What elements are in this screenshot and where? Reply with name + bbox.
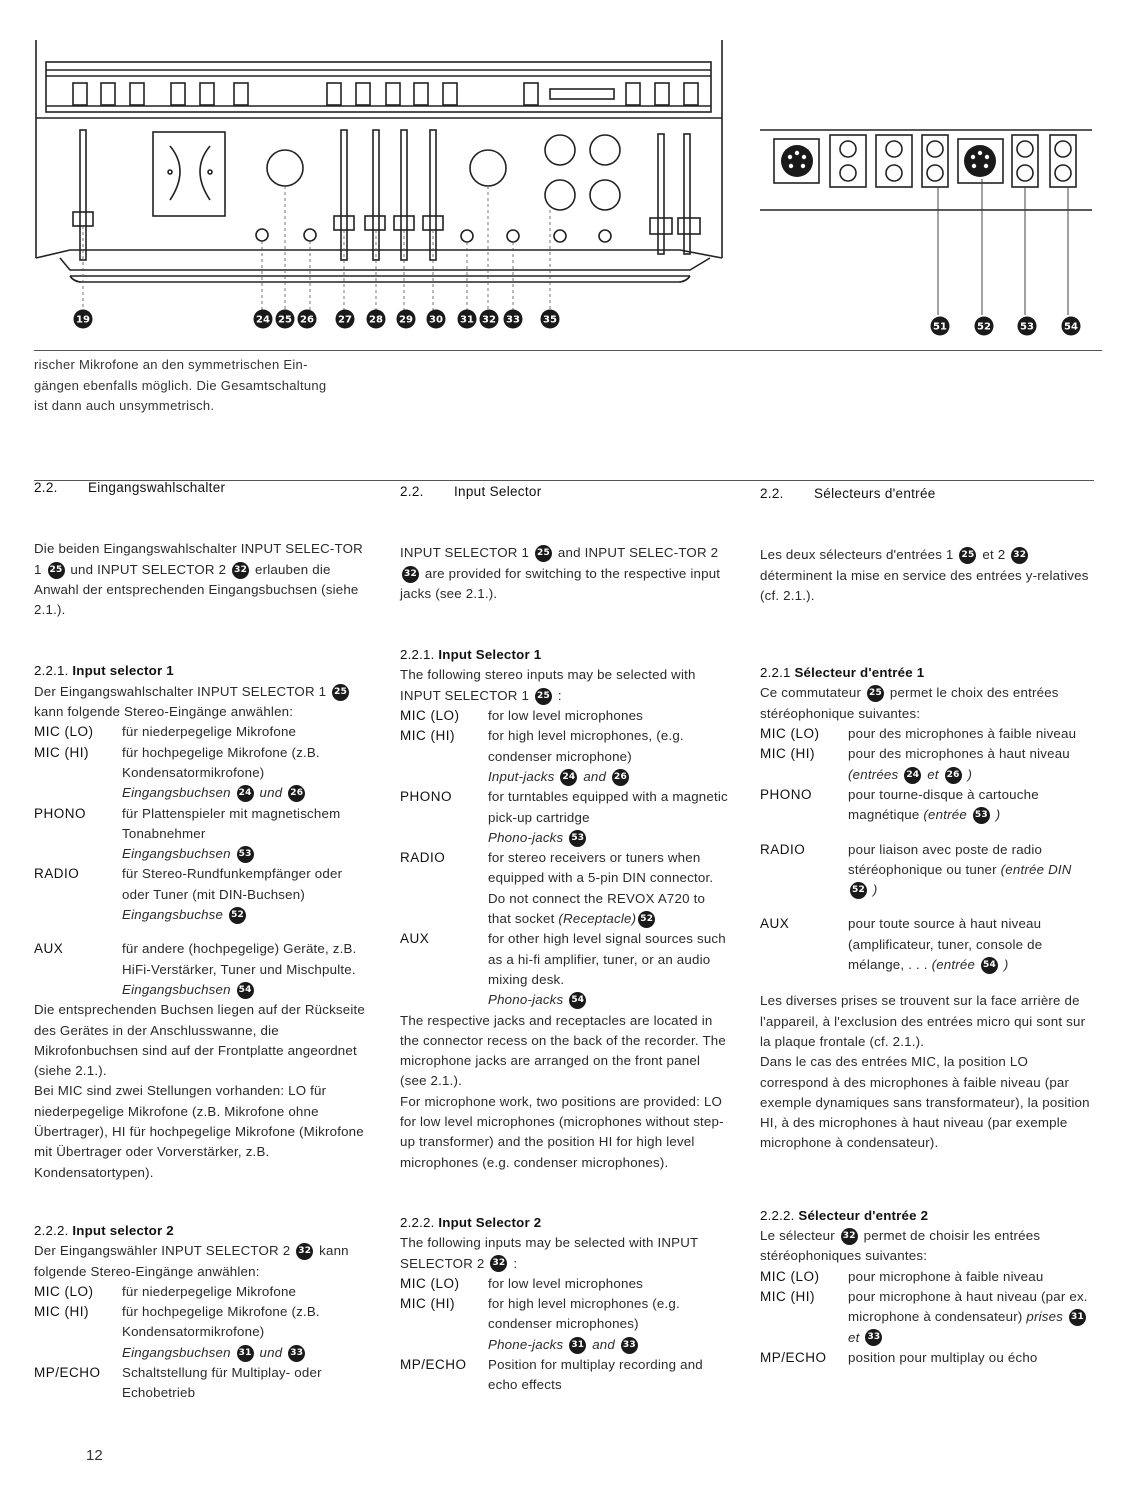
callout-label-54: 54	[1064, 321, 1078, 333]
intro-line: rischer Mikrofone an den symmetrischen Ein-	[34, 357, 308, 372]
callout-label-33: 33	[506, 314, 520, 326]
subsection-heading: 2.2.1. Input selector 1	[34, 663, 174, 679]
subsection-intro: The following stereo inputs may be selected with INPUT SELECTOR 1 25 :	[400, 667, 696, 703]
callout-badge: 24	[560, 769, 577, 786]
callout-badge: 52	[638, 911, 655, 928]
rear-panel-figure	[760, 125, 1100, 345]
callout-badge: 33	[288, 1345, 305, 1362]
callout-badge: 32	[232, 562, 249, 579]
callout-label-31: 31	[460, 314, 474, 326]
paragraph: For microphone work, two positions are provided: LO for low level microphones (microphones without step-up transformer) and the position HI for high level microphones (e.g. condenser microphones).	[400, 1093, 724, 1170]
page-number: 12	[86, 1447, 103, 1464]
input-table: MIC (LO) for low level microphones MIC (HI) for high level microphones (e.g. condenser microphones) Phone-jacks 31 and 33 MP/ECHO Position for multiplay recording and echo effects	[400, 1275, 703, 1393]
callout-badge: 32	[841, 1228, 858, 1245]
subsection-heading: 2.2.1. Input Selector 1	[400, 647, 542, 663]
input-table: MIC (LO) for low level microphones MIC (HI) for high level microphones, (e.g. condenser microphone) Input-jacks 24 and 26 PHONO for turntables equipped with a magnetic pick-up cartridge Phono-jacks 53 RADIO for stereo receivers or tuners when equipped with a 5-pin DIN connector. Do not connect the REVOX A720 to that socket (Receptacle) 52 AUX for other high level signal sources such as a hi-fi amplifier, tuner, or an audio mixing desk. Phono-jacks 54	[400, 708, 728, 1008]
callout-badge: 31	[237, 1345, 254, 1362]
callout-badge: 26	[288, 785, 305, 802]
callout-label-29: 29	[399, 314, 413, 326]
intro-continuation	[34, 355, 374, 417]
callout-badge: 25	[48, 562, 65, 579]
callout-badge: 26	[612, 769, 629, 786]
callout-label-32: 32	[482, 314, 496, 326]
callout-label-35: 35	[543, 314, 557, 326]
callout-label-26: 26	[300, 314, 314, 326]
callout-label-52: 52	[977, 321, 991, 333]
callout-badge: 33	[621, 1337, 638, 1354]
paragraph: Bei MIC sind zwei Stellungen vorhanden: LO für niederpegelige Mikrofone (z.B. Mikrofone ohne Übertrager), HI für hochpegelige Mikrofone (Mikrofone mit Übertrager oder Vorverstärker, z.B. Kondensatortypen).	[34, 1083, 364, 1180]
callout-label-24: 24	[256, 314, 270, 326]
intro-line: gängen ebenfalls möglich. Die Gesamtschaltung	[34, 377, 327, 393]
callout-badge: 52	[850, 882, 867, 899]
callout-badge: 25	[535, 688, 552, 705]
callout-badge: 33	[865, 1329, 882, 1346]
section-intro: Les deux sélecteurs d'entrées 1 25 et 2 32 déterminent la mise en service des entrées y-relatives (cf. 2.1.).	[760, 547, 1089, 603]
section-intro: INPUT SELECTOR 1 25 and INPUT SELEC-TOR 2 32 are provided for switching to the respective input jacks (see 2.1.).	[400, 545, 721, 601]
english-column	[400, 482, 730, 1396]
callout-badge: 31	[1069, 1309, 1086, 1326]
paragraph: Die entsprechenden Buchsen liegen auf der Rückseite des Gerätes in der Anschlusswanne, die Mikrofonbuchsen sind auf der Frontplatte angeordnet (siehe 2.1.).	[34, 1002, 366, 1079]
callout-label-25: 25	[278, 314, 292, 326]
section-heading: 2.2. Sélecteurs d'entrée	[760, 486, 936, 501]
subsection-intro: Ce commutateur 25 permet le choix des entrées stéréophonique suivantes:	[760, 685, 1059, 721]
callout-badge: 25	[332, 684, 349, 701]
section-heading: 2.2. Eingangswahlschalter	[34, 480, 226, 495]
front-panel-figure	[30, 40, 730, 340]
callout-badge: 53	[237, 846, 254, 863]
callout-label-27: 27	[338, 314, 352, 326]
callout-label-53: 53	[1020, 321, 1034, 333]
input-table: MIC (LO) pour des microphones à faible niveau MIC (HI) pour des microphones à haut niveau (entrées 24 et 26 ) PHONO pour tourne-disque à cartouche magnétique (entrée 53 ) RADIO pour liaison avec poste de radio stéréophonique ou tuner (entrée DIN 52 ) AUX pour toute source à haut niveau (amplificateur, tuner, console de mélange, . . . (entrée 54 )	[760, 726, 1077, 973]
subsection-intro: Le sélecteur 32 permet de choisir les entrées stéréophoniques suivantes:	[760, 1228, 1041, 1264]
subsection-intro: The following inputs may be selected with INPUT SELECTOR 2 32 :	[400, 1235, 699, 1271]
callout-label-28: 28	[369, 314, 383, 326]
callout-badge: 24	[237, 785, 254, 802]
callout-badge: 25	[959, 547, 976, 564]
callout-badge: 24	[904, 767, 921, 784]
callout-badge: 53	[569, 830, 586, 847]
callout-badge: 54	[237, 982, 254, 999]
input-table: MIC (LO) pour microphone à faible niveau MIC (HI) pour microphone à haut niveau (par ex. microphone à condensateur) prises 31 et 33 MP/ECHO position pour multiplay ou écho	[760, 1268, 1088, 1365]
subsection-heading: 2.2.2. Sélecteur d'entrée 2	[760, 1207, 929, 1223]
french-column	[760, 484, 1095, 1368]
callout-badge: 32	[490, 1255, 507, 1272]
callout-label-51: 51	[933, 321, 947, 333]
callout-badge: 32	[1011, 547, 1028, 564]
figure-rule	[34, 350, 1102, 351]
input-table: MIC (LO) für niederpegelige Mikrofone MIC (HI) für hochpegelige Mikrofone (z.B. Kondensatormikrofone) Eingangsbuchsen 24 und 26 PHONO für Plattenspieler mit magnetischem Tonabnehmer Eingangsbuchsen 53 RADIO für Stereo-Rundfunkempfänger oder oder Tuner (mit DIN-Buchsen) Eingangsbuchse 52 AUX für andere (hochpegelige) Geräte, z.B. HiFi-Verstärker, Tuner und Mischpulte. Eingangsbuchsen 54	[34, 724, 357, 997]
subsection-heading: 2.2.1 Sélecteur d'entrée 1	[760, 665, 925, 681]
callout-badge: 25	[867, 685, 884, 702]
subsection-heading: 2.2.2. Input Selector 2	[400, 1214, 542, 1230]
section-intro: Die beiden Eingangswahlschalter INPUT SELEC-TOR 1 25 und INPUT SELECTOR 2 32 erlauben die Anwahl der entsprechenden Eingangsbuchsen (siehe 2.1.).	[34, 541, 363, 618]
callout-badge: 31	[569, 1337, 586, 1354]
callout-badge: 54	[569, 992, 586, 1009]
paragraph: Dans le cas des entrées MIC, la position LO correspond à des microphones à faible niveau (par exemple dynamiques sans transformateur), la position HI, à des microphones à haut niveau (par exemple microphone à condensateur).	[760, 1054, 1090, 1151]
callout-badge: 32	[402, 566, 419, 583]
intro-line: ist dann auch unsymmetrisch.	[34, 398, 215, 413]
paragraph: Les diverses prises se trouvent sur la face arrière de l'appareil, à l'exclusion des entrées micro qui sont sur la plaque frontale (cf. 2.1.).	[760, 993, 1086, 1049]
callout-badge: 25	[535, 545, 552, 562]
subsection-intro: Der Eingangswähler INPUT SELECTOR 2 32 kann folgende Stereo-Eingänge anwählen:	[34, 1243, 349, 1279]
german-column	[34, 478, 369, 1404]
callout-badge: 32	[296, 1243, 313, 1260]
callout-badge: 52	[229, 907, 246, 924]
subsection-heading: 2.2.2. Input selector 2	[34, 1222, 174, 1238]
callout-badge: 53	[973, 807, 990, 824]
input-table: MIC (LO) für niederpegelige Mikrofone MIC (HI) für hochpegelige Mikrofone (z.B. Kondensatormikrofone) Eingangsbuchsen 31 und 33 MP/ECHO Schaltstellung für Multiplay- oder Echobetrieb	[34, 1283, 322, 1401]
subsection-intro: Der Eingangswahlschalter INPUT SELECTOR 1 25 kann folgende Stereo-Eingänge anwählen:	[34, 682, 369, 723]
callout-label-19: 19	[76, 314, 90, 326]
callout-badge: 26	[945, 767, 962, 784]
callout-label-30: 30	[429, 314, 443, 326]
section-heading: 2.2. Input Selector	[400, 484, 542, 499]
callout-badge: 54	[981, 957, 998, 974]
paragraph: The respective jacks and receptacles are located in the connector recess on the back of the recorder. The microphone jacks are arranged on the front panel (see 2.1.).	[400, 1012, 726, 1089]
